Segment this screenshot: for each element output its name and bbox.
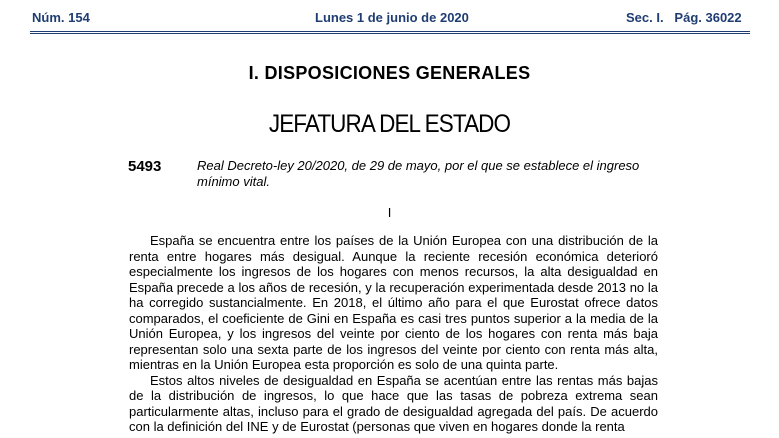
- chapter-numeral: I: [387, 205, 392, 220]
- section-page-number: Sec. I. Pág. 36022: [626, 10, 742, 25]
- entry-number: 5493: [128, 158, 162, 175]
- paragraph: España se encuentra entre los países de la Unión Europea con una distribución de la renta entre hogares más desigual. Aunque la reciente recesión económica deterioró especialmente los ingresos de los hogares con menos recursos, la alta desigualdad en España precede a los años de recesión, y la recuperación experimentada desde 2013 no la ha corregido sustancialmente. En 2018, el último año para el que Eurostat ofrece datos comparados, el coeficiente de Gini en España es casi tres puntos superior a la media de la Unión Europea, y los ingresos del veinte por ciento de los hogares con renta más baja representan solo una sexta parte de los ingresos del veinte por ciento con renta más alta, mientras en la Unión Europea esta proporción es solo de una quinta parte.: [129, 233, 658, 372]
- publication-date: Lunes 1 de junio de 2020: [315, 10, 469, 25]
- organization-title: JEFATURA DEL ESTADO: [268, 110, 511, 138]
- header-divider-secondary: [30, 33, 750, 34]
- paragraph: Estos altos niveles de desigualdad en España se acentúan entre las rentas más bajas de la distribución de ingresos, lo que hace que las tasas de pobreza extrema sean particularmente altas, incluso para el grado de desigualdad agregada del país. De acuerdo con la definición del INE y de Eurostat (personas que viven en hogares donde la renta: [129, 372, 658, 434]
- body-text: [129, 233, 658, 435]
- header-divider: [30, 31, 750, 32]
- issue-number: Núm. 154: [32, 10, 90, 25]
- section-title: I. DISPOSICIONES GENERALES: [248, 63, 531, 83]
- entry-title: Real Decreto-ley 20/2020, de 29 de mayo, por el que se establece el ingreso mínimo vital.: [197, 158, 640, 189]
